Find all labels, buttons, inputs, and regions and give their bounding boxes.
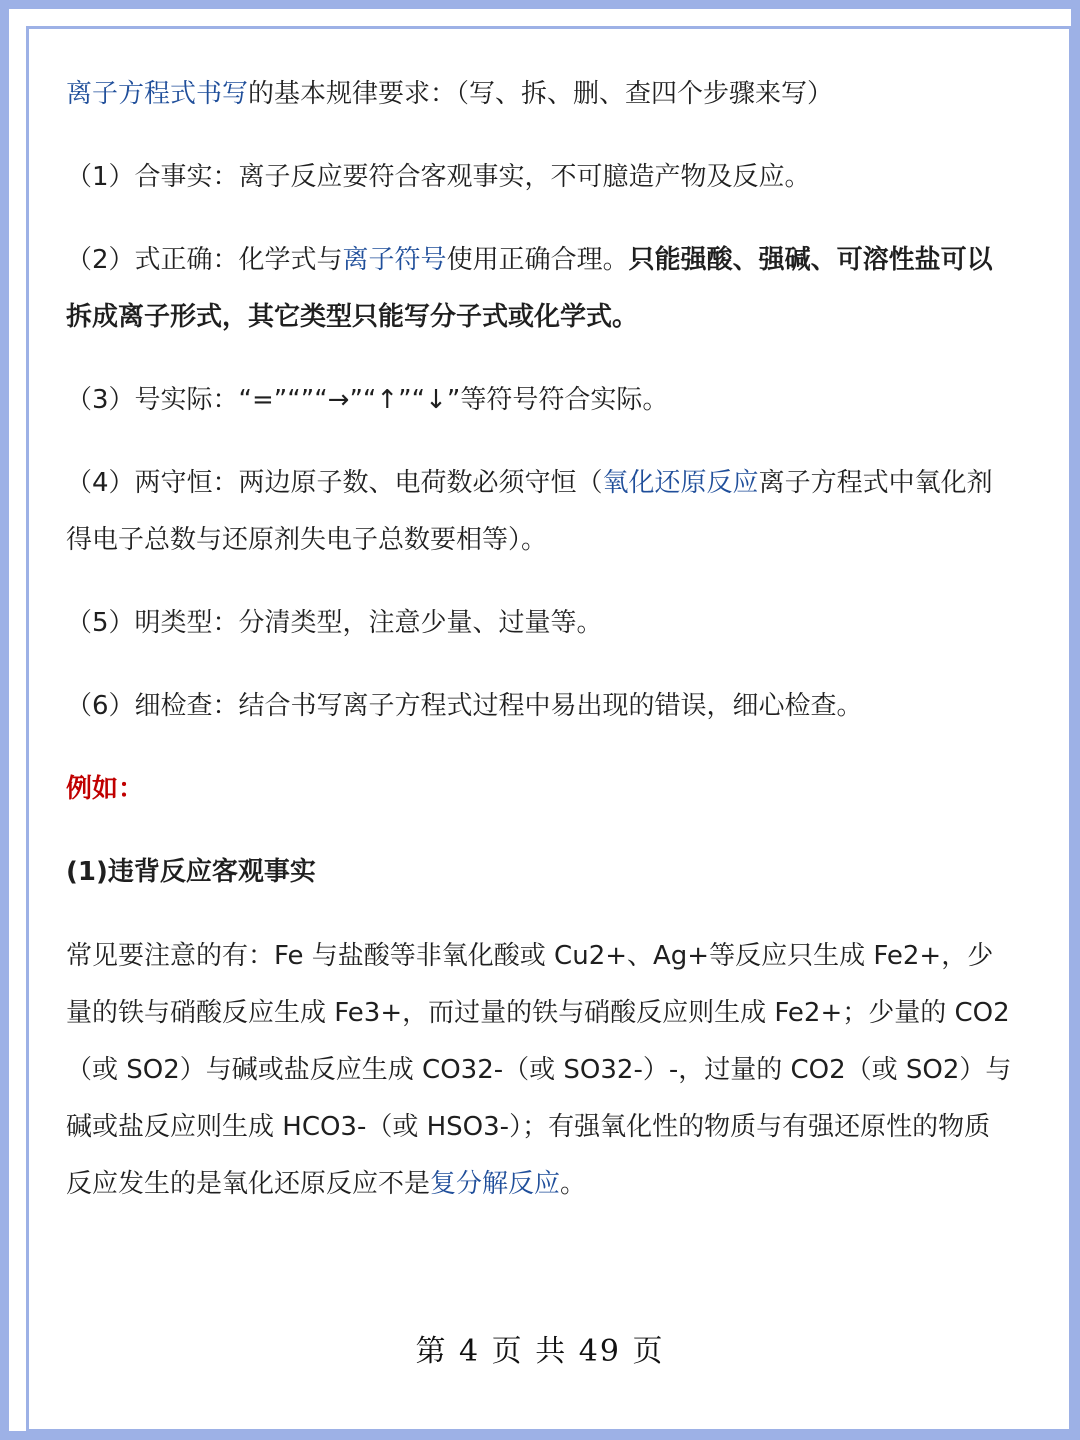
double-decomposition-link[interactable]: 复分解反应: [430, 1169, 561, 1199]
section-heading: [66, 66, 1016, 123]
ion-symbol-link[interactable]: 离子符号: [342, 245, 447, 275]
rule-4-text-after: 离子方程式中氧化剂得电子总数与还原剂失电子总数要相等）。: [66, 468, 993, 555]
example-body-text: 常见要注意的有：Fe 与盐酸等非氧化酸或 Cu2+、Ag+等反应只生成 Fe2+，少量的铁与硝酸反应生成 Fe3+，而过量的铁与硝酸反应则生成 Fe2+；少量的 CO2（或 SO2）与碱或盐反应生成 CO32-（或 SO32-）-，过量的 CO2（或 SO2）与碱或盐反应则生成 HCO3-（或 HSO3-）；有强氧化性的物质与有强还原性的物质反应发生的是氧化还原反应不是: [66, 941, 1012, 1199]
rule-2-text-after: 使用正确合理。: [446, 245, 629, 275]
rule-1: （1）合事实：离子反应要符合客观事实，不可臆造产物及反应。: [66, 162, 811, 192]
rule-3: （3）号实际：“=”“”“→”“↑”“↓”等符号符合实际。: [66, 385, 669, 415]
rule-5: （5）明类型：分清类型，注意少量、过量等。: [66, 608, 603, 638]
heading-text: 的基本规律要求：（写、拆、删、查四个步骤来写）: [248, 79, 834, 109]
example-subtitle: (1)违背反应客观事实: [66, 857, 316, 887]
example-body: [66, 928, 1016, 1213]
rule-4: [66, 455, 1016, 569]
rule-2: [66, 232, 1016, 346]
rule-2-text: （2）式正确：化学式与: [66, 245, 343, 275]
rule-6: （6）细检查：结合书写离子方程式过程中易出现的错误，细心检查。: [66, 691, 863, 721]
page-number: 第 4 页 共 49 页: [415, 1334, 665, 1369]
rule-4-text: （4）两守恒：两边原子数、电荷数必须守恒（: [66, 468, 603, 498]
example-body-end: 。: [560, 1169, 587, 1199]
example-label: 例如：: [66, 774, 145, 804]
redox-reaction-link[interactable]: 氧化还原反应: [602, 468, 759, 498]
rule-2-bold-text: 只能强酸、强碱、可溶性盐可以拆成离子形式，其它类型只能写分子式或化学式。: [66, 245, 993, 332]
heading-link[interactable]: 离子方程式书写: [66, 79, 249, 109]
